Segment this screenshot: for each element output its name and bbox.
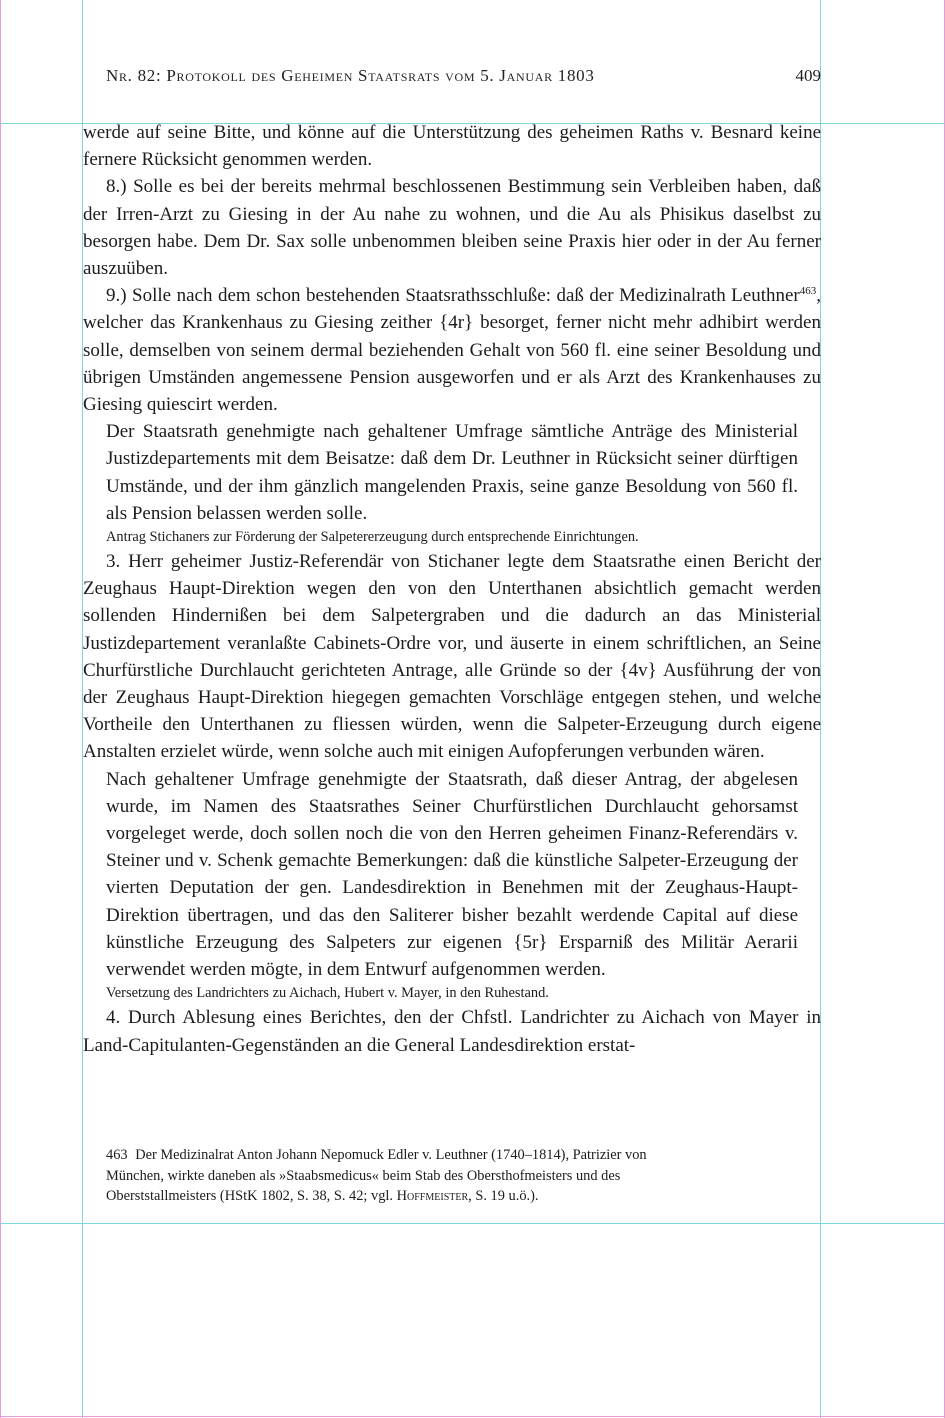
main-text xyxy=(83,119,821,1059)
footnote-463 xyxy=(106,1145,666,1207)
footnote-author: Hoffmeister xyxy=(396,1188,469,1204)
running-title: Nr. 82: Protokoll des Geheimen Staatsrats vom 5. Januar 1803 xyxy=(106,66,595,85)
paragraph-item-8: 8.) Solle es bei der bereits mehrmal beschlossenen Bestimmung sein Verbleiben haben, daß der Irren-Arzt zu Giesing in der Au nahe zu wohnen, und die Au als Phisikus daselbst zu besorgen habe. Dem Dr. Sax solle unbenommen bleiben seine Praxis hier oder in der Au ferner auszuüben. xyxy=(83,176,821,280)
footnote-text-end: , S. 19 u.ö.). xyxy=(468,1188,539,1204)
guide-line-bottom xyxy=(0,1223,945,1224)
paragraph-item-9 xyxy=(83,282,821,418)
page-number: 409 xyxy=(795,66,821,85)
paragraph-continuation: werde auf seine Bitte, und könne auf die Unterstützung des geheimen Raths v. Besnard keine fernere Rücksicht genommen werden. xyxy=(83,122,821,171)
section-summary-stichaner: Antrag Stichaners zur Förderung der Salpetererzeugung durch entsprechende Einrichtungen. xyxy=(106,529,639,546)
footnote-reference[interactable]: 463 xyxy=(799,285,817,298)
paragraph-item-9-end: , welcher das Krankenhaus zu Giesing zeither {4r} besorget, ferner nicht mehr adhibirt werden solle, demselben von seinem dermal beziehenden Gehalt von 560 fl. eine seiner Besoldung und übrigen Umständen angemessene Pension ausgeworfen und er als Arzt des Krankenhauses zu Giesing quiescirt werden. xyxy=(83,285,821,416)
resolution-block-2: Nach gehaltener Umfrage genehmigte der Staatsrath, daß dieser Antrag, der abgelesen wurde, im Namen des Staatsrathes Seiner Churfürstlichen Durchlaucht gehorsamst vorgeleget werde, doch sollen noch die von den Herren geheimen Finanz-Referendärs v. Steiner und v. Schenk gemachte Bemerkungen: daß die künstliche Salpeter-Erzeugung der vierten Deputation der gen. Landesdirektion in Benehmen mit der Zeughaus-Haupt-Direktion übertragen, und das den Saliterer bisher bezahlt werdende Capital auf diese künstliche Erzeugung des Salpeters zur eigenen {5r} Ersparniß des Militär Aerarii verwendet werden mögte, in dem Entwurf aufgenommen werden. xyxy=(106,768,798,981)
resolution-block-1: Der Staatsrath genehmigte nach gehaltener Umfrage sämtliche Anträge des Ministerial Justizdepartements mit dem Beisatze: daß dem Dr. Leuthner in Rücksicht seiner dürftigen Umstände, und der ihm gänzlich mangelenden Praxis, seine ganze Besoldung von 560 fl. als Pension belassen werden solle. xyxy=(106,421,798,524)
footnote-text: Der Medizinalrat Anton Johann Nepomuck Edler v. Leuthner (1740–1814), Patrizier von München, wirkte daneben als »Staabsmedicus« beim Stab des Obersthofmeisters und des Oberststallmeisters (HStK 1802, S. 38, S. 42; vgl. xyxy=(106,1147,647,1204)
running-header xyxy=(106,66,821,86)
section-summary-mayer: Versetzung des Landrichters zu Aichach, Hubert v. Mayer, in den Ruhestand. xyxy=(106,985,549,1002)
page-edge-bottom xyxy=(0,1416,945,1417)
footnote-number: 463 xyxy=(106,1147,128,1163)
paragraph-item-3: 3. Herr geheimer Justiz-Referendär von Stichaner legte dem Staatsrathe einen Bericht der Zeughaus Haupt-Direktion wegen den von den Unterthanen absichtlich gemacht werden sollenden Hindernißen bei dem Salpetergraben und die dadurch an das Ministerial Justizdepartement veranlaßte Cabinets-Ordre vor, und äuserte in einem schriftlichen, an Seine Churfürstliche Durchlaucht gerichteten Antrage, alle Gründe so der {4v} Ausführung der von der Zeughaus Haupt-Direktion hiegegen gemachten Vorschläge entgegen stehen, und welche Vortheile den Unterthanen zu fliessen würden, wenn die Salpeter-Erzeugung durch eigene Anstalten erzielet würde, wenn solche auch mit einigen Aufopferungen verbunden wären. xyxy=(83,551,821,763)
page-edge-left xyxy=(0,0,1,1418)
paragraph-item-9-start: 9.) Solle nach dem schon bestehenden Staatsrathsschluße: daß der Medizinalrath Leuthner xyxy=(106,285,800,307)
paragraph-item-4: 4. Durch Ablesung eines Berichtes, den der Chfstl. Landrichter zu Aichach von Mayer in Land-Capitulanten-Gegenständen an die General Landesdirektion erstat- xyxy=(83,1007,821,1056)
